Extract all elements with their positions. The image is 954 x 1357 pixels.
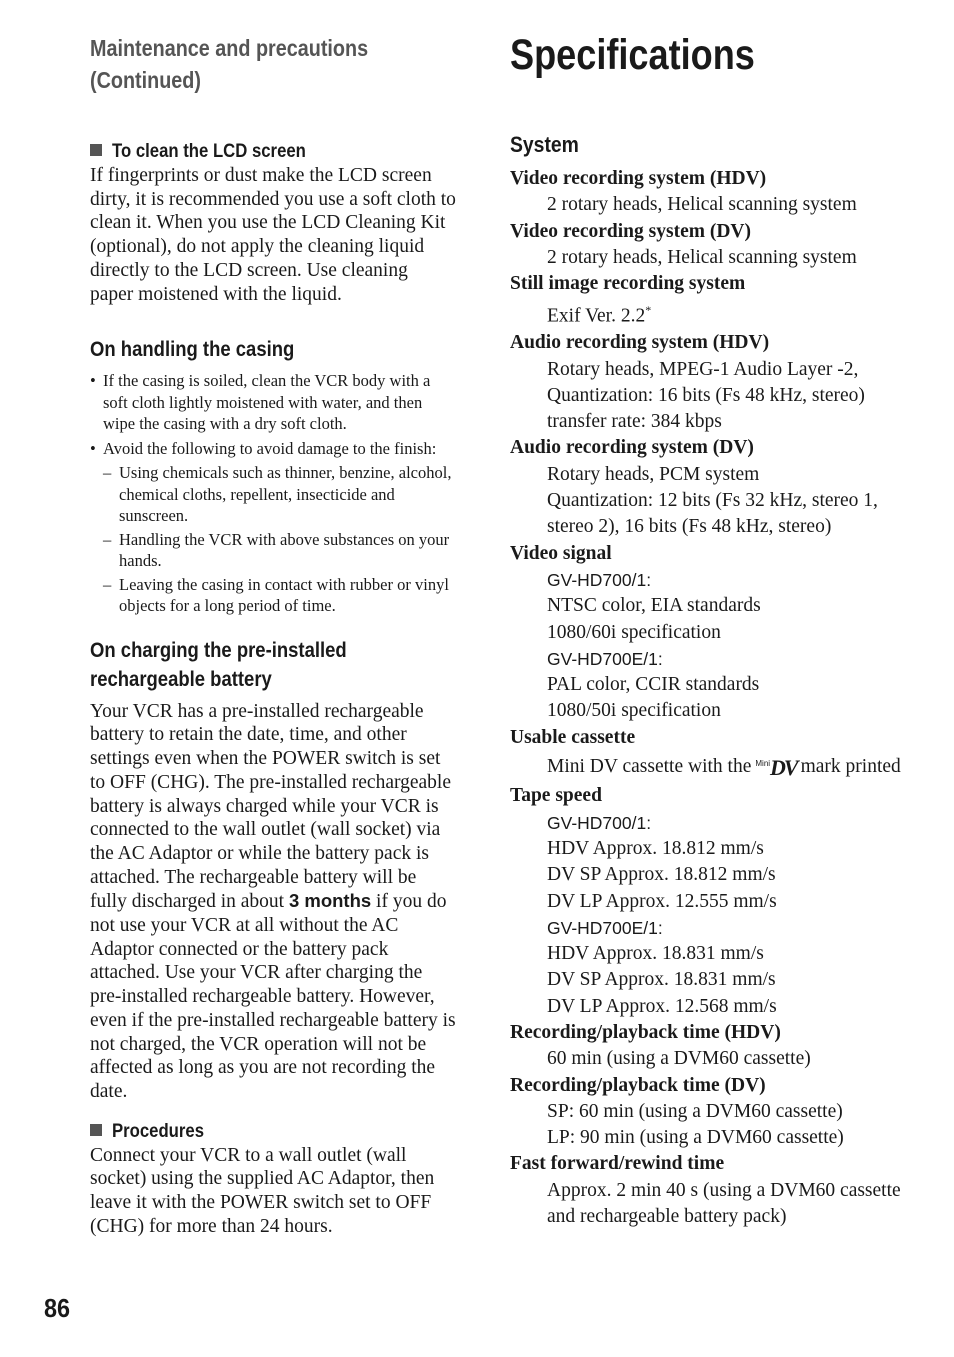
footnote-mark: * <box>645 303 652 318</box>
casing-bullet-item: • Avoid the following to avoid damage to the finish: – Using chemicals such as thinner, benzine, alcohol, chemical cloths, repellent, insecticide and sunscreen. – Handling the VCR with above substances on your hands. – Leaving the casing in contact with rubber or vinyl objects for a long period of time. <box>90 438 456 617</box>
spec-value: Rotary heads, PCM system <box>547 463 760 485</box>
casing-dash-item: – Leaving the casing in contact with rubber or vinyl objects for a long period of time. <box>103 574 456 617</box>
spec-value: DV LP Approx. 12.555 mm/s <box>547 890 777 912</box>
spec-value: 60 min (using a DVM60 cassette) <box>547 1048 811 1070</box>
spec-value: Rotary heads, MPEG-1 Audio Layer -2, Quantization: 16 bits (Fs 48 kHz, stereo) <box>547 358 865 406</box>
procedures-text: Connect your VCR to a wall outlet (wall socket) using the supplied AC Adaptor, then leave it with the POWER switch set to OFF (CHG) for more than 24 hours. <box>90 1144 435 1237</box>
spec-value: 2 rotary heads, Helical scanning system <box>547 194 857 216</box>
lcd-cleaning-heading: To clean the LCD screen <box>90 140 456 164</box>
spec-value: PAL color, CCIR standards <box>547 674 760 696</box>
battery-text: Your VCR has a pre-installed rechargeable battery to retain the date, time, and other settings even when the POWER switch is set to OFF (CHG). The pre-installed rechargeable battery is always charged while your VCR is connected to the wall outlet (wall socket) via the AC Adaptor or while the battery pack is attached. The rechargeable battery will be fully discharged in about 3 months if you do not use your VCR at all without the AC Adaptor connected or the battery pack attached. Use your VCR after charging the pre-installed rechargeable battery. However, even if the pre-installed rechargeable battery is not charged, the VCR operation will not be affected as long as you are not recording the date. <box>90 700 456 1102</box>
spec-list <box>510 166 920 1230</box>
spec-label: Fast forward/rewind time <box>510 1153 725 1175</box>
lcd-cleaning-text: If fingerprints or dust make the LCD screen dirty, it is recommended you use a soft cloth to clean it. When you use the LCD Cleaning Kit (optional), do not apply the cleaning liquid directly to the LCD screen. Use cleaning paper moistened with the liquid. <box>90 165 456 305</box>
spec-value: DV SP Approx. 18.831 mm/s <box>547 969 776 991</box>
battery-months-emphasis: 3 months <box>288 890 372 912</box>
spec-label: Recording/playback time (DV) <box>510 1074 766 1096</box>
spec-value: HDV Approx. 18.812 mm/s <box>547 837 764 859</box>
casing-bullet-list <box>90 370 456 617</box>
spec-value: SP: 60 min (using a DVM60 cassette) <box>547 1100 843 1122</box>
spec-label: Tape speed <box>510 785 602 807</box>
spec-value: 1080/60i specification <box>547 621 721 643</box>
casing-dash-item: – Using chemicals such as thinner, benzine, alcohol, chemical cloths, repellent, insecticide and sunscreen. <box>103 462 456 527</box>
spec-value: Mini DV cassette with the $^{Mini}$DV mark printed <box>547 751 920 783</box>
spec-label: Video signal <box>510 542 612 564</box>
spec-value: 1080/50i specification <box>547 700 721 722</box>
spec-value: Approx. 2 min 40 s (using a DVM60 cassette and rechargeable battery pack) <box>547 1179 901 1228</box>
spec-model: GV-HD700/1: <box>547 812 652 833</box>
spec-label: Audio recording system (HDV) <box>510 332 770 354</box>
left-column <box>90 32 456 1238</box>
spec-value: transfer rate: 384 kbps <box>547 411 722 433</box>
system-heading: System <box>510 132 579 157</box>
spec-label: Video recording system (DV) <box>510 220 751 242</box>
spec-label: Still image recording system <box>510 273 746 295</box>
spec-value: LP: 90 min (using a DVM60 cassette) <box>547 1127 844 1149</box>
procedures-heading: Procedures <box>90 1120 456 1144</box>
casing-dash-item: – Handling the VCR with above substances on your hands. <box>103 529 456 572</box>
square-bullet-icon <box>90 144 102 156</box>
casing-heading: On handling the casing <box>90 338 295 362</box>
casing-dash-list <box>103 462 456 617</box>
spec-label: Audio recording system (DV) <box>510 437 754 459</box>
page-number: 86 <box>44 1293 71 1323</box>
spec-label: Video recording system (HDV) <box>510 168 767 189</box>
spec-value: DV LP Approx. 12.568 mm/s <box>547 995 777 1017</box>
mini-dv-logo-icon: $^{Mini}$DV <box>755 755 797 781</box>
spec-label: Usable cassette <box>510 726 636 748</box>
continued-title-line-2: (Continued) <box>90 67 201 93</box>
spec-value: 2 rotary heads, Helical scanning system <box>547 246 857 268</box>
page-title: Specifications <box>510 31 755 79</box>
spec-value: NTSC color, EIA standards <box>547 595 761 617</box>
battery-heading: On charging the pre-installed rechargeable battery <box>90 638 347 691</box>
casing-bullet-item: • If the casing is soiled, clean the VCR body with a soft cloth lightly moistened with water, and then wipe the casing with a dry soft cloth. <box>90 370 456 435</box>
spec-value: Quantization: 12 bits (Fs 32 kHz, stereo 1, stereo 2), 16 bits (Fs 48 kHz, stereo) <box>547 490 878 538</box>
continued-section-title <box>90 32 405 96</box>
spec-model: GV-HD700E/1: <box>547 648 663 669</box>
spec-model: GV-HD700/1: <box>547 569 652 590</box>
spec-model: GV-HD700E/1: <box>547 917 663 938</box>
spec-value: Exif Ver. 2.2* <box>547 303 652 327</box>
continued-title-line-1: Maintenance and precautions <box>90 35 369 61</box>
square-bullet-icon <box>90 1124 102 1136</box>
right-column <box>510 28 920 1230</box>
spec-value: DV SP Approx. 18.812 mm/s <box>547 864 776 886</box>
spec-label: Recording/playback time (HDV) <box>510 1022 781 1043</box>
spec-value: HDV Approx. 18.831 mm/s <box>547 943 764 965</box>
